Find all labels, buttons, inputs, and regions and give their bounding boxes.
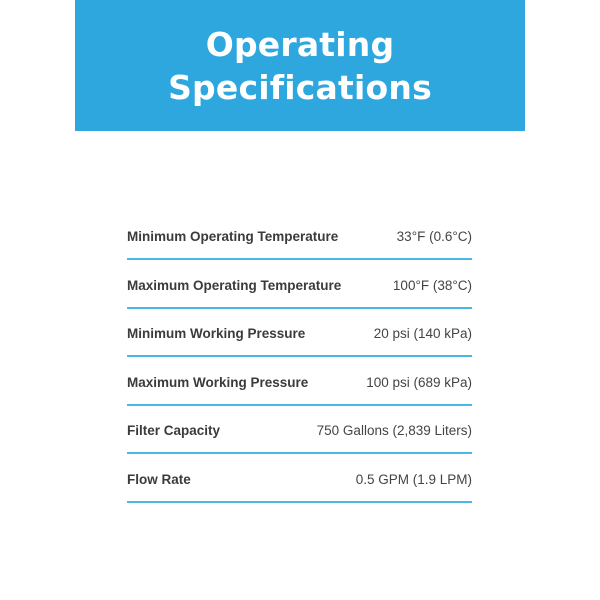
spec-label: Filter Capacity <box>127 423 221 439</box>
title-line-1: Operating <box>205 25 395 64</box>
spec-row-max-temperature <box>127 260 472 309</box>
spec-label: Minimum Working Pressure <box>127 326 306 342</box>
header-banner <box>75 0 525 131</box>
spec-label: Maximum Working Pressure <box>127 374 309 390</box>
spec-value: 20 psi (140 kPa) <box>373 326 472 342</box>
spec-value: 100°F (38°C) <box>392 277 472 293</box>
spec-row-min-temperature <box>127 212 472 260</box>
spec-row-flow-rate <box>127 454 472 503</box>
spec-label: Flow Rate <box>127 471 191 487</box>
spec-row-filter-capacity <box>127 406 472 455</box>
spec-row-min-pressure <box>127 309 472 358</box>
page-title <box>75 23 525 109</box>
spec-value: 33°F (0.6°C) <box>396 229 472 244</box>
spec-row-max-pressure <box>127 357 472 406</box>
spec-value: 0.5 GPM (1.9 LPM) <box>355 471 472 487</box>
spec-value: 750 Gallons (2,839 Liters) <box>316 423 472 439</box>
title-line-2: Specifications <box>168 68 432 107</box>
spec-value: 100 psi (689 kPa) <box>366 374 472 390</box>
spec-label: Maximum Operating Temperature <box>127 277 342 293</box>
spec-label: Minimum Operating Temperature <box>127 229 339 244</box>
specifications-table <box>127 212 472 503</box>
